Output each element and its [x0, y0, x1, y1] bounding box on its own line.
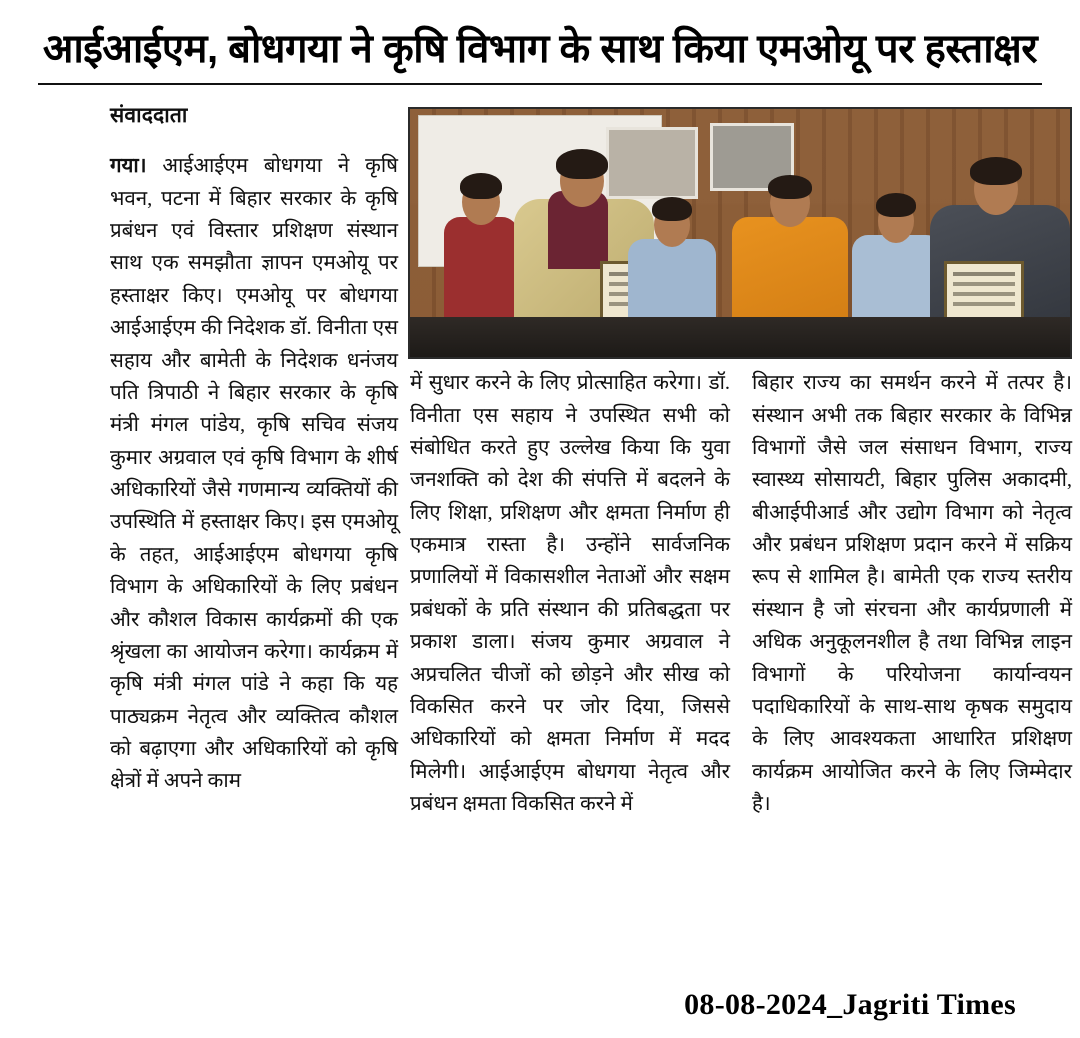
headline-divider	[38, 83, 1042, 85]
article-photo	[408, 107, 1072, 359]
certificate-text-lines	[953, 272, 1015, 276]
dateline: गया।	[110, 155, 147, 178]
article-body	[30, 99, 1072, 929]
byline: संवाददाता	[110, 104, 188, 128]
photo-scene	[410, 109, 1070, 357]
column-1-text: आईआईएम बोधगया ने कृषि भवन, पटना में बिहार सरकार के कृषि प्रबंधन एवं विस्तार प्रशिक्षण संस्थान साथ एक समझौता ज्ञापन एमओयू पर हस्ताक्षर किए। एमओयू पर बोधगया आईआईएम की निदेशक डॉ. विनीता एस सहाय और बामेती के निदेशक धनंजय पति त्रिपाठी ने बिहार सरकार के कृषि मंत्री मंगल पांडेय, कृषि सचिव संजय कुमार अग्रवाल एवं कृषि विभाग के शीर्ष अधिकारियों जैसे गणमान्य व्यक्तियों की उपस्थिति में हस्ताक्षर किए। इस एमओयू के तहत, आईआईएम बोधगया कृषि विभाग के अधिकारियों के लिए प्रबंधन और कौशल विकास कार्यक्रमों की एक श्रृंखला का आयोजन करेगा। कार्यक्रम में कृषि मंत्री मंगल पांडे ने कहा कि यह पाठ्यक्रम नेतृत्व और व्यक्तित्व कौशल को बढ़ाएगा और अधिकारियों को कृषि क्षेत्रों में अपने काम	[110, 155, 399, 793]
column-3-text: बिहार राज्य का समर्थन करने में तत्पर है। संस्थान अभी तक बिहार सरकार के विभिन्न विभागों जैसे जल संसाधन विभाग, राज्य स्वास्थ्य सोसायटी, बिहार पुलिस अकादमी, बीआईपीआर्ड और उद्योग विभाग को नेतृत्व और प्रबंधन प्रशिक्षण प्रदान करने में सक्रिय रूप से शामिल है। बामेती एक राज्य स्तरीय संस्थान है जो संरचना और कार्यप्रणाली में अधिक अनुकूलनशील है तथा विभिन्न लाइन विभागों के परियोजना कार्यान्वयन पदाधिकारियों के साथ-साथ कृषक समुदाय के लिए आवश्यकता आधारित प्रशिक्षण कार्यक्रम आयोजित करने के लिए जिम्मेदार है।	[752, 372, 1072, 816]
person-hair	[460, 173, 502, 199]
conference-table	[410, 317, 1070, 357]
article-column-2	[410, 367, 730, 820]
person-hair	[768, 175, 812, 199]
page-title: आईआईएम, बोधगया ने कृषि विभाग के साथ किया एमओयू पर हस्ताक्षर	[42, 27, 1038, 71]
column-text	[110, 150, 398, 798]
person-hair	[970, 157, 1022, 185]
person-hair	[652, 197, 692, 221]
mou-certificate	[944, 261, 1024, 325]
source-stamp: 08-08-2024_Jagriti Times	[684, 988, 1016, 1021]
article-column-1	[110, 99, 398, 798]
person-hair	[556, 149, 608, 179]
column-2-text: में सुधार करने के लिए प्रोत्साहित करेगा। डॉ. विनीता एस सहाय ने उपस्थित सभी को संबोधित करते हुए उल्लेख किया कि युवा जनशक्ति को देश की संपत्ति में बदलने के लिए शिक्षा, प्रशिक्षण और क्षमता निर्माण ही एकमात्र रास्ता है। उन्होंने सार्वजनिक प्रणालियों में विकासशील नेताओं और सक्षम प्रबंधकों के प्रति संस्थान की प्रतिबद्धता पर प्रकाश डाला। संजय कुमार अग्रवाल ने अप्रचलित चीजों को छोड़ने और सीख को विकसित करने पर जोर दिया, जिससे अधिकारियों को क्षमता निर्माण में मदद मिलेगी। आईआईएम बोधगया नेतृत्व और प्रबंधन क्षमता विकसित करने में	[410, 372, 730, 816]
person-hair	[876, 193, 916, 217]
article-column-3	[752, 367, 1072, 820]
